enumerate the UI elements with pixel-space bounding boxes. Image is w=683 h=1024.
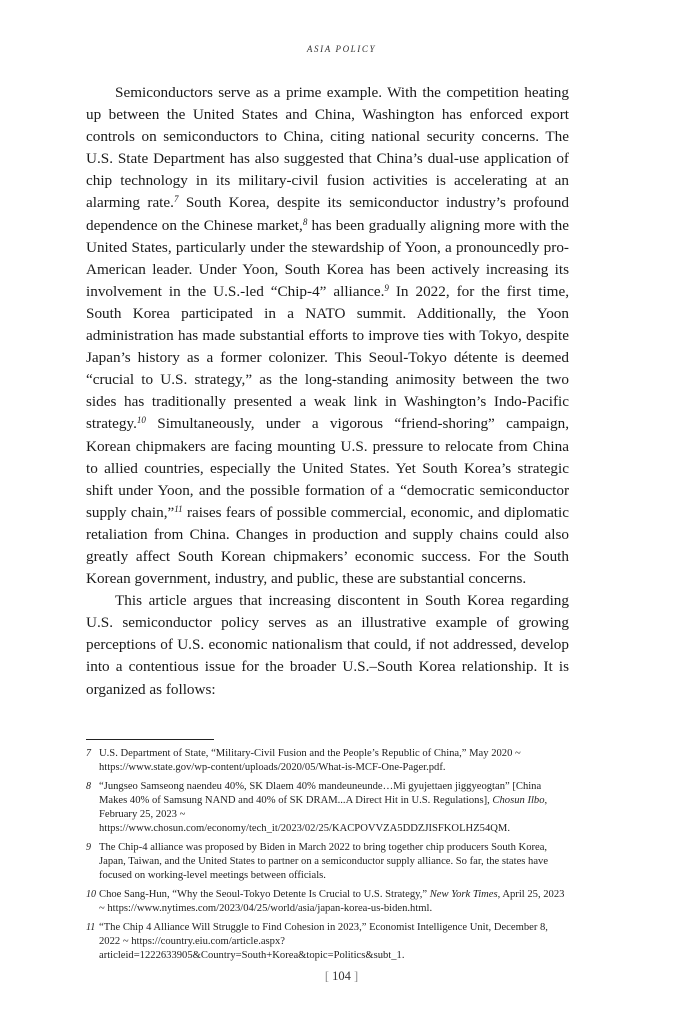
body-text-run: South Korea, despite its semiconductor industry’s profound dependence on the Chinese market, <box>86 194 569 234</box>
footnote-number: 9 <box>86 842 91 853</box>
footnote-text <box>99 780 570 836</box>
footnote <box>86 747 570 775</box>
article-body <box>86 82 569 701</box>
running-head: ASIA POLICY <box>306 44 377 54</box>
footnote-number: 7 <box>86 748 91 759</box>
footnote-ref[interactable]: 7 <box>173 194 179 205</box>
footnotes <box>86 747 570 968</box>
body-text-run: Semiconductors serve as a prime example. With the competition heating up between the United States and China, Washington has enforced export controls on semiconductors to China, citing national security concerns. The U.S. State Department has also suggested that China’s dual-use application of chip technology in its military-civil fusion activities is accelerating at an alarming rate. <box>86 84 569 212</box>
footnote-text-run: “Jungseo Samseong naendeu 40%, SK Dlaem 40% mandeuneunde…Mi gyujettaen jiggyeogtan” [China Makes 40% of Samsung NAND and 40% of SK DRAM...A Direct Hit in U.S. Regulations], <box>99 781 542 806</box>
page-number <box>0 969 683 984</box>
footnote <box>86 780 570 836</box>
footnote-text: The Chip-4 alliance was proposed by Biden in March 2022 to bring together chip producers South Korea, Japan, Taiwan, and the United States to partner on a semiconductor supply alliance. So far, the states have focused on working-level meetings between officials. <box>99 842 549 881</box>
footnote-text-run: , February 25, 2023 ~ https://www.chosun.com/economy/tech_it/2023/02/25/KACPOVVZA5DDZJISFKOLHZ54QM. <box>99 795 548 834</box>
footnote-ref[interactable]: 10 <box>136 415 146 426</box>
body-text-run: has been gradually aligning more with the United States, particularly under the stewardship of Yoon, a pronouncedly pro-American leader. Under Yoon, South Korea has been actively increasing its involvement in the U.S.-led “Chip-4” alliance. <box>86 216 569 300</box>
footnote-text-run: , April 25, 2023 ~ https://www.nytimes.com/2023/04/25/world/asia/japan-korea-us-biden.html. <box>99 889 565 914</box>
footnote-text <box>99 888 570 916</box>
footnote-number: 8 <box>86 781 91 792</box>
page-number-value: 104 <box>332 969 351 983</box>
page-number-bracket-right: ] <box>354 969 359 983</box>
footnote-number: 10 <box>86 889 96 900</box>
body-paragraph <box>86 82 569 590</box>
publication-title: New York Times <box>429 889 498 900</box>
footnote-text: “The Chip 4 Alliance Will Struggle to Find Cohesion in 2023,” Economist Intelligence Unit, December 8, 2022 ~ https://country.eiu.com/article.aspx?articleid=1222633905&Country=South+Korea&topic=Politics&subt_1. <box>99 922 548 961</box>
footnote-number: 11 <box>86 922 96 933</box>
footnote <box>86 841 570 883</box>
footnote-divider <box>86 739 214 740</box>
footnote-ref[interactable]: 8 <box>302 216 308 227</box>
body-text-run: raises fears of possible commercial, economic, and diplomatic retaliation from China. Changes in production and supply chains could also greatly affect South Korean chipmakers’ economic success. For the South Korean government, industry, and public, these are substantial concerns. <box>86 503 569 588</box>
footnote <box>86 921 570 963</box>
footnote-ref[interactable]: 9 <box>384 282 389 293</box>
body-text-run: In 2022, for the first time, South Korea participated in a NATO summit. Additionally, the Yoon administration has made substantial efforts to improve ties with Tokyo, despite Japan’s history as a former colonizer. This Seoul-Tokyo détente is deemed “crucial to U.S. strategy,” as the long-standing animosity between the two sides has traditionally presented a weak link in Washington’s Indo-Pacific strategy. <box>86 282 570 433</box>
page-number-bracket-left: [ <box>324 969 329 983</box>
footnote <box>86 888 570 916</box>
body-text-run: Simultaneously, under a vigorous “friend-shoring” campaign, Korean chipmakers are facing mounting U.S. pressure to relocate from China to allied countries, especially the United States. Yet South Korea’s strategic shift under Yoon, and the possible formation of a “democratic semiconductor supply chain,” <box>86 415 569 521</box>
footnote-ref[interactable]: 11 <box>174 503 183 514</box>
publication-title: Chosun Ilbo <box>492 795 545 806</box>
footnote-text: U.S. Department of State, “Military-Civil Fusion and the People’s Republic of China,” May 2020 ~ https://www.state.gov/wp-content/uploads/2020/05/What-is-MCF-One-Pager.pdf. <box>99 748 521 773</box>
footnote-text-run: Choe Sang-Hun, “Why the Seoul-Tokyo Detente Is Crucial to U.S. Strategy,” <box>99 889 430 900</box>
body-paragraph: This article argues that increasing discontent in South Korea regarding U.S. semiconductor policy serves as an illustrative example of growing perceptions of U.S. economic nationalism that could, if not addressed, develop into a contentious issue for the broader U.S.–South Korea relationship. It is organized as follows: <box>86 592 569 698</box>
